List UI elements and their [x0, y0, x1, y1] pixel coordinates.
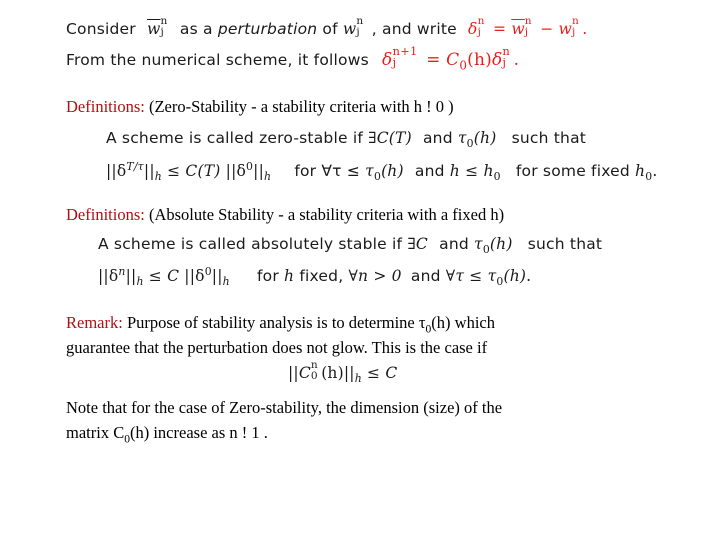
and-write-text: , and write	[371, 20, 457, 38]
abs-stable-line2: $||\delta^n||_h \le C$ $||\delta^0||_h$ for h fixed, ∀n > 0 and ∀τ ≤ $\tau_0(h)$.	[98, 265, 532, 289]
definition-text: (Zero-Stability - a stability criteria with h ! 0 )	[148, 97, 454, 116]
zero-stable-inequality: $||\delta^{T/\tau}||_h \le C(T)$ $||\delta^0||_h$	[106, 160, 272, 184]
delta-definition: δ n j = $\overline{w}$ n j − w n j .	[468, 15, 588, 38]
note-line2: matrix $C_0(h)$ increase as n ! 1 .	[66, 423, 268, 446]
as-a-text: as a	[179, 20, 213, 38]
note-line1: Note that for the case of Zero-stability, the dimension (size) of the	[66, 398, 503, 417]
abs-stable-inequality: $||\delta^n||_h \le C$ $||\delta^0||_h$	[98, 265, 230, 289]
scheme-equation: δ n+1 j = $C_0(h)\delta$ n j .	[382, 43, 520, 73]
zero-stable-line2: $||\delta^{T/\tau}||_h \le C(T)$ $||\delta^0||_h$ for ∀τ ≤ $\tau_0(h)$ and $h \le h_0$ for some fixed $h_0$.	[106, 160, 658, 184]
definition-text: (Absolute Stability - a stability criteria with a fixed h)	[148, 205, 505, 224]
definition-zero-stability	[66, 97, 454, 117]
remark-line2: guarantee that the perturbation does not glow. This is the case if	[66, 338, 488, 357]
definitions-label: Definitions:	[66, 205, 145, 224]
definitions-label: Definitions:	[66, 97, 145, 116]
follows-line	[66, 43, 520, 73]
remark-formula: ||C n 0 $(h)||_h \le C$	[288, 359, 398, 386]
definition-absolute-stability	[66, 205, 504, 225]
remark-label: Remark:	[66, 313, 123, 332]
of-text: of	[322, 20, 338, 38]
follows-text: From the numerical scheme, it follows	[66, 51, 369, 69]
abs-stable-line1: A scheme is called absolutely stable if ∃C and $\tau_0(h)$ such that	[98, 235, 603, 257]
consider-text: Consider	[66, 20, 136, 38]
zero-stable-line1: A scheme is called zero-stable if ∃C(T) and $\tau_0(h)$ such that	[106, 129, 587, 151]
w-var: w n j	[342, 15, 364, 38]
remark-line1: Remark: Purpose of stability analysis is to determine $\tau_0(h)$ which	[66, 313, 495, 336]
consider-line	[66, 15, 588, 38]
perturbation-word: perturbation	[217, 20, 318, 38]
w-bar-var: $\overline{w}$ n j	[147, 15, 168, 38]
